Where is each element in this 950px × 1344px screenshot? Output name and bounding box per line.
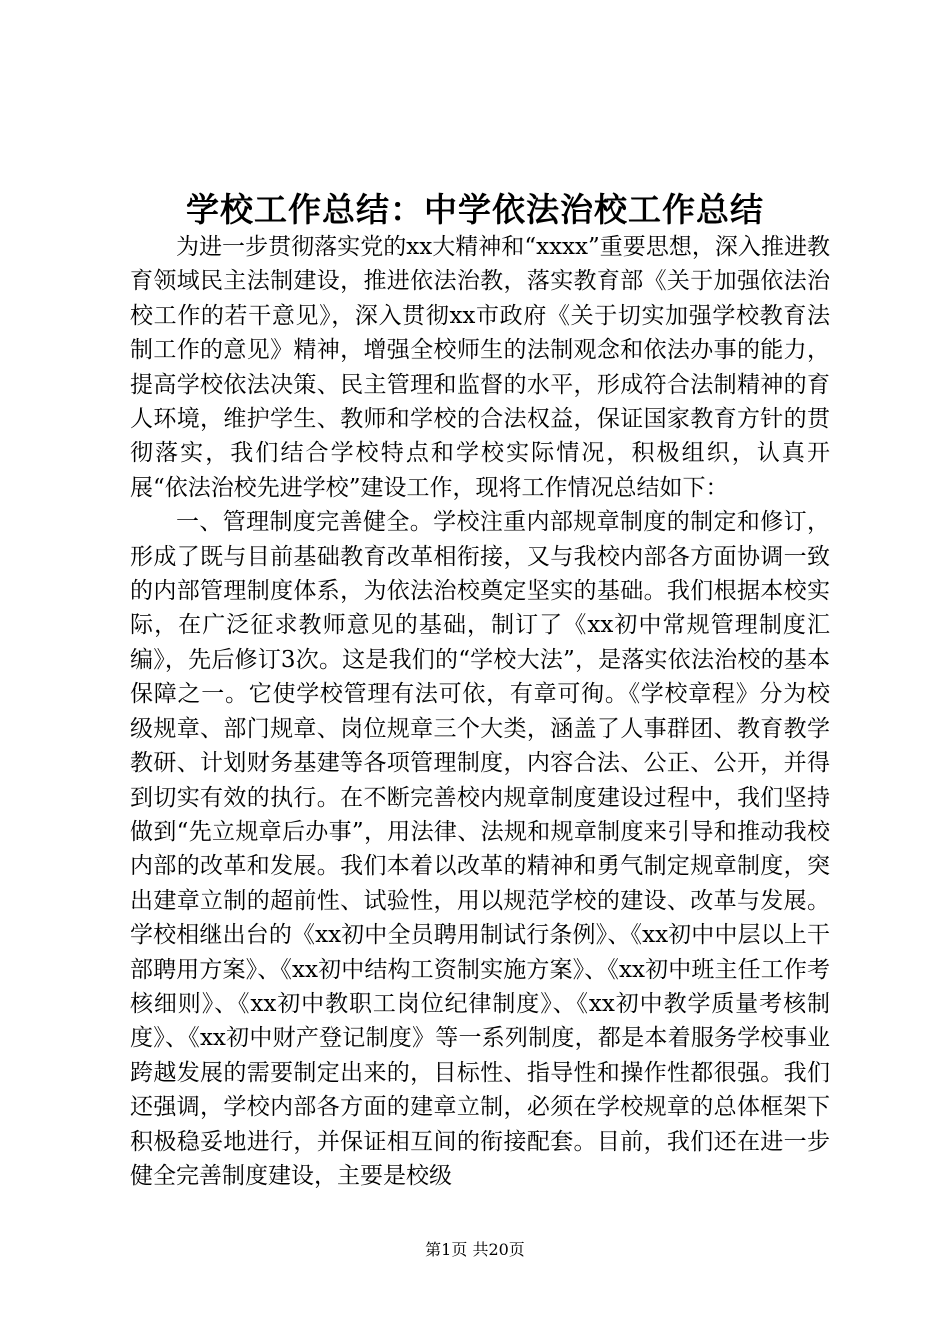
- document-title: 学校工作总结：中学依法治校工作总结: [186, 190, 764, 229]
- paragraph-intro: 为进一步贯彻落实党的xx大精神和“xxxx”重要思想，深入推进教育领域民主法制建设，推进依法治教，落实教育部《关于加强依法治校工作的若干意见》，深入贯彻xx市政府《关于切实加强学校教育法制工作的意见》精神，增强全校师生的法制观念和依法办事的能力，提高学校依法决策、民主管理和监督的水平，形成符合法制精神的育人环境，维护学生、教师和学校的合法权益，保证国家教育方针的贯彻落实，我们结合学校特点和学校实际情况，积极组织，认真开展“依法治校先进学校”建设工作，现将工作情况总结如下：: [130, 234, 830, 501]
- document-body: [130, 230, 830, 1193]
- page-footer: 第1页 共20页: [425, 1240, 525, 1259]
- paragraph-section-1: 一、管理制度完善健全。学校注重内部规章制度的制定和修订，形成了既与目前基础教育改革相衔接，又与我校内部各方面协调一致的内部管理制度体系，为依法治校奠定坚实的基础。我们根据本校实际，在广泛征求教师意见的基础，制订了《xx初中常规管理制度汇编》，先后修订3次。这是我们的“学校大法”，是落实依法治校的基本保障之一。它使学校管理有法可依，有章可徇。《学校章程》分为校级规章、部门规章、岗位规章三个大类，涵盖了人事群团、教育教学教研、计划财务基建等各项管理制度，内容合法、公正、公开，并得到切实有效的执行。在不断完善校内规章制度建设过程中，我们坚持做到“先立规章后办事”，用法律、法规和规章制度来引导和推动我校内部的改革和发展。我们本着以改革的精神和勇气制定规章制度，突出建章立制的超前性、试验性，用以规范学校的建设、改革与发展。学校相继出台的《xx初中全员聘用制试行条例》、《xx初中中层以上干部聘用方案》、《xx初中结构工资制实施方案》、《xx初中班主任工作考核细则》、《xx初中教职工岗位纪律制度》、《xx初中教学质量考核制度》、《xx初中财产登记制度》等一系列制度，都是本着服务学校事业跨越发展的需要制定出来的，目标性、指导性和操作性都很强。我们还强调，学校内部各方面的建章立制，必须在学校规章的总体框架下积极稳妥地进行，并保证相互间的衔接配套。目前，我们还在进一步健全完善制度建设，主要是校级: [130, 509, 830, 1189]
